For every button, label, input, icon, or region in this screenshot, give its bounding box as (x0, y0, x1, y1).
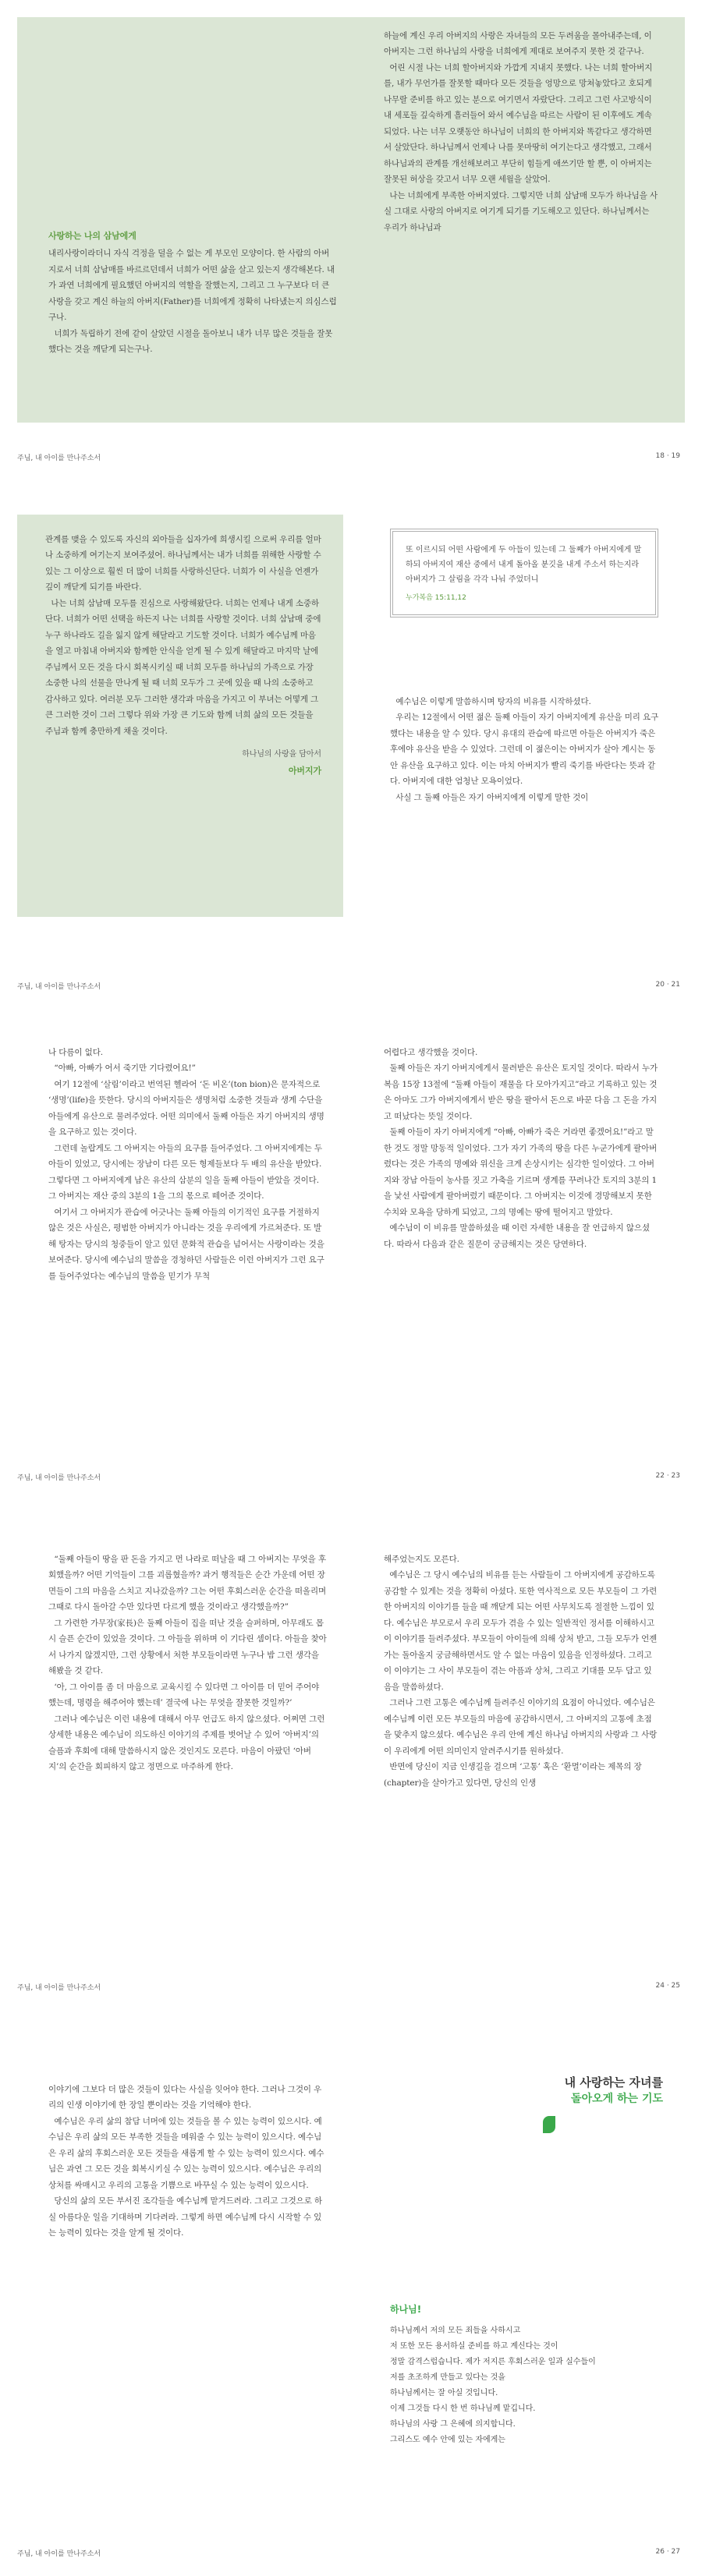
paragraph: 우리는 12절에서 어떤 젊은 둘째 아들이 자기 아버지에게 유산을 미리 요구했다는 내용을 알 수 있다. 당시 유대의 관습에 따르면 아들은 아버지가 죽은 후에야 유산을 받을 수 있었다. 그런데 이 젊은이는 아버지가 살아 계시는 동안 유산을 요구하고 있다. 이는 마치 아버지가 빨리 죽기를 바란다는 뜻과 같다. 아버지에 대한 엄청난 모욕이었다. (390, 713, 659, 787)
paragraph: 반면에 당신이 지금 인생길을 걸으며 ‘고통’ 혹은 ‘환멸’이라는 제목의 장(chapter)을 살아가고 있다면, 당신의 인생 (384, 1762, 642, 1788)
scripture-quote-box (390, 529, 658, 617)
spread-20-21 (0, 515, 702, 1029)
prayer-title-line2: 돌아오게 하는 기도 (571, 2093, 663, 2105)
prayer-line: 하나님께서 저의 모든 죄들을 사하시고 (390, 2327, 521, 2335)
paragraph: 예수님이 이 비유를 말씀하셨을 때 이런 자세한 내용을 잘 언급하지 않으셨다. 따라서 다음과 같은 질문이 궁금해지는 것은 당연하다. (384, 1223, 651, 1249)
page-numbers: 24 · 25 (655, 1982, 680, 1990)
paragraph: 그러나 그런 고통은 예수님께 들려주신 이야기의 요점이 아니었다. 예수님은 예수님께 이런 모든 부모들의 마음에 공감하시면서, 그 아버지의 고통에 초점을 맞추지 않으셨다. 예수님은 우리 안에 계신 하나님 아버지의 사랑과 그 사랑이 우리에게 어떤 의미인지 알려주시기를 원하셨다. (384, 1698, 658, 1756)
prayer-line: 저를 초조하게 만들고 있다는 것을 (390, 2373, 505, 2382)
paragraph: 하늘에 계신 우리 아버지의 사랑은 자녀들의 모든 두려움을 몰아내주는데, 이 아버지는 그런 하나님의 사랑을 너희에게 제대로 보여주지 못한 것 같구나. (384, 31, 652, 57)
signature-line: 하나님의 사랑을 담아서 (242, 750, 321, 759)
letter-signature (45, 747, 321, 779)
page-numbers: 20 · 21 (655, 981, 680, 989)
prayer-line: 그리스도 예수 안에 있는 자에게는 (390, 2436, 505, 2444)
paragraph: 예수님은 이렇게 말씀하시며 탕자의 비유를 시작하셨다. (395, 697, 591, 706)
prayer-body (390, 2300, 660, 2448)
prayer-line: 저 또한 모든 용서하실 준비를 하고 계신다는 것이 (390, 2342, 558, 2351)
paragraph: 예수님은 그 당시 예수님의 비유를 듣는 사람들이 그 아버지에게 공감하도록 공감할 수 있게는 것을 정확히 아셨다. 또한 역사적으로 모든 부모들이 그 가련한 아버지의 이야기를 들을 때 깨닫게 되는 어떤 사무치도록 절절한 느낌이 있다. 예수님은 부모로서 우리 모두가 겪을 수 있는 일반적인 정서를 이해하시고 이 이야기를 들려주셨다. 부모들이 아이들에 의해 상처 받고, 그들 모두가 언젠가는 돌아올지 궁금해하면서도 알 수 없는 마음이 있음을 인정하셨다. 그리고 이 이야기는 그 사이 부모들이 겪는 아픔과 상처, 그리고 기대를 모두 담고 있음을 말씀하셨다. (384, 1570, 658, 1692)
paragraph: 여기 12절에 ‘살림’이라고 번역된 헬라어 ‘돈 비온’(ton bion)은 문자적으로 ‘생명’(life)을 뜻한다. 당시의 아버지들은 생명처럼 소중한 것들과 생계 수단을 아들에게 유산으로 물려주었다. 어떤 의미에서 둘째 아들은 자기 아버지의 생명을 요구하고 있는 것이다. (48, 1079, 324, 1138)
paragraph: 어렵다고 생각했을 것이다. (384, 1048, 478, 1057)
paragraph: “둘째 아들이 땅을 판 돈을 가지고 먼 나라로 떠날을 때 그 아버지는 무엇을 후회했을까? 어떤 기억들이 그를 괴롭혔을까? 과거 행적들은 순간 가운데 어떤 장면들이 그의 마음을 스치고 지나갔을까? 그는 어떤 후회스러운 순간을 떠올리며 그때로 다시 돌아갈 수만 있다면 다르게 했을 것이라고 생각했을까?” (48, 1555, 327, 1612)
prayer-title (546, 2074, 663, 2106)
book-title-footer: 주님, 내 아이를 만나주소서 (17, 2550, 101, 2558)
paragraph: 그런데 놀랍게도 그 아버지는 아들의 요구를 들어주었다. 그 아버지에게는 두 아들이 있었고, 당시에는 장남이 다른 모든 형제들보다 두 배의 유산을 받았다. 그렇다면 그 아버지에게 남은 유산의 삼분의 일을 둘째 아들이 받았을 것이다. 그 아버지는 재산 중의 3분의 1을 그의 몫으로 떼어준 것이다. (48, 1143, 323, 1201)
leaf-icon (543, 2116, 555, 2133)
paragraph: 예수님은 우리 삶의 참담 너머에 있는 것들을 볼 수 있는 능력이 있으시다. 예수님은 우리 삶의 모든 부족한 것들을 메워줄 수 있는 능력이 있으시다. 예수님은 우리 삶의 후회스러운 모든 것들을 새롭게 할 수 있는 능력이 있으시다. 예수님은 과연 그 모든 것을 회복시키실 수 있는 능력이 있으시다. 예수님은 우리의 상처를 싸매시고 우리의 고통을 기쁨으로 바꾸실 수 있는 능력이 있으시다. (48, 2116, 324, 2190)
prayer-line: 하나님의 사랑 그 은혜에 의지합니다. (390, 2420, 516, 2429)
prayer-line: 정말 감격스럽습니다. 제가 저지른 후회스러운 일과 실수들이 (390, 2358, 596, 2366)
right-page-text (390, 694, 660, 805)
paragraph: 이야기에 그보다 더 많은 것들이 있다는 사실을 잊어야 한다. 그러나 그것이 우리의 인생 이야기에 한 장일 뿐이라는 것을 기억해야 한다. (48, 2085, 322, 2111)
prayer-line: 이제 그것들 다시 한 번 하나님께 맡깁니다. (390, 2404, 536, 2413)
right-page-text (384, 28, 658, 235)
prayer-line: 하나님께서는 잘 아실 것입니다. (390, 2389, 498, 2397)
book-title-footer: 주님, 내 아이를 만나주소서 (17, 1474, 101, 1482)
paragraph: 해주었는지도 모른다. (384, 1555, 459, 1564)
paragraph: 그러나 예수님은 이런 내용에 대해서 아무 언급도 하지 않으셨다. 어쩌면 그런 상세한 내용은 예수님이 의도하신 이야기의 주제를 벗어날 수 있어 ‘아버지’의 슬픔과 후회에 대해 말씀하시지 않은 것인지도 모른다. 마음이 아팠던 ‘아버지’의 순간을 회피하지 않고 정면으로 마주하게 한다. (48, 1714, 325, 1772)
paragraph: 내리사랑이라더니 자식 걱정을 덜을 수 없는 게 부모인 모양이다. 한 사람의 아버지로서 너희 삼남매를 바르르던데서 너희가 어떤 삶을 살고 있는지 생각해본다. 내가 과연 너희에게 필요했던 아버지의 역할을 잘했는지, 그리고 그 누구보다 더 큰 사랑을 갖고 계신 하늘의 아버지(Father)를 너희에게 정확히 나타냈는지 의심스럽구나. (48, 249, 337, 323)
paragraph: 너희가 독립하기 전에 같이 살았던 시절을 돌아보니 내가 너무 많은 것들을 잘못했다는 것을 깨닫게 되는구나. (48, 328, 333, 355)
left-page-text (48, 228, 337, 358)
paragraph: ‘아, 그 아이를 좀 더 마음으로 교육시킬 수 있다면 그 아이를 더 믿어 주어야 했는데, 명령을 해주어야 했는데’ 결국에 나는 무엇을 잘못한 것일까?’ (48, 1682, 320, 1708)
prayer-heading: 하나님! (390, 2304, 422, 2315)
page-numbers: 22 · 23 (655, 1472, 680, 1480)
paragraph: 그 가련한 가무장(家長)은 둘째 아들이 집을 떠난 것을 슬퍼하며, 아무래도 몹시 슬픈 순간이 있었을 것이다. 그 아들을 위하며 이 기다린 셈이다. 아들을 찾아서 나가지 않겠지만, 그런 상황에서 처한 부모들이라면 누구나 밤 그런 생각을 해봤을 것 같다. (48, 1618, 327, 1676)
paragraph: “아빠, 아빠가 어서 죽기만 기다렸어요!” (54, 1063, 196, 1074)
spread-22-23 (0, 1029, 702, 1536)
paragraph: 둘째 아들이 자기 아버지에게 “아빠, 아빠가 죽은 거라면 좋겠어요!”라고 말한 것도 정말 망동적 일이었다. 그가 자기 가족의 땅을 다른 누군가에게 팔아버렸다는 것은 가족의 명예와 위신을 크게 손상시키는 심각한 일이었다. 그 아버지와 장남 아들이 농사를 짓고 가축을 기르며 생계를 꾸려나간 토지의 3분의 1을 낯선 사람에게 팔아버렸기 때문이다. 그 아버지는 이것에 경망해보지 못한 수치와 모욕을 당하게 되었고, 그의 명예는 땅에 떨어지고 말았다. (384, 1127, 658, 1217)
paragraph: 둘째 아들은 자기 아버지에게서 물려받은 유산은 토지일 것이다. 따라서 누가복음 15장 13절에 “둘째 아들이 재물을 다 모아가지고”라고 기록하고 있는 것은 아마도 그가 아버지에게서 받은 땅을 팔아서 돈으로 바꾼 다음 그 돈을 가지고 떠났다는 뜻일 것이다. (384, 1063, 658, 1121)
page-numbers: 18 · 19 (655, 452, 680, 460)
paragraph: 사실 그 둘째 아들은 자기 아버지에게 이렇게 말한 것이 (395, 792, 589, 802)
quote-text: 또 이르시되 어떤 사람에게 두 아들이 있는데 그 둘째가 아버지에게 말하되 아버지여 재산 중에서 내게 돌아올 분깃을 내게 주소서 하는지라 아버지가 그 살림을 각각 나눠 주었더니 (406, 546, 642, 584)
prayer-title-line1: 내 사랑하는 자녀를 (564, 2075, 663, 2089)
spread-26-27 (0, 2051, 702, 2576)
paragraph: 어린 시절 나는 너희 할아버지와 가깝게 지내지 못했다. 나는 너희 할아버지를, 내가 무언가를 잘못할 때마다 모든 것들을 엉망으로 망쳐놓았다고 호되게 나무랄 준비를 하고 있는 분으로 여기면서 자랐단다. 그리고 그런 사고방식이 내 세포들 깊숙하게 흘러들어 와서 예수님을 따르는 사람이 된 이후에도 계속되었다. 나는 너무 오랫동안 하나님이 너희의 한 아버지와 똑같다고 생각하면서 살았단다. 하나님께서 언제나 나를 못마땅히 여기는다고 생각했고, 그래서 하나님과의 관계를 개선해보려고 부단히 힘들게 애쓰기만 할 뿐, 이 아버지는 잘못된 허상을 갖고서 너무 오랜 세월을 살았어. (384, 62, 653, 185)
paragraph: 당신의 삶의 모든 부서진 조각들을 예수님께 맡겨드려라. 그리고 그것으로 하실 아름다운 일을 기대하며 기다려라. 그렇게 하면 예수님께 다시 시작할 수 있는 능력이 있다는 것을 알게 될 것이다. (48, 2196, 323, 2238)
page-numbers: 26 · 27 (655, 2548, 680, 2556)
left-page-text (48, 2082, 329, 2242)
paragraph: 관계를 맺을 수 있도록 자신의 외아들을 십자가에 희생시킬 으로써 우리를 얼마나 소중하게 여기는지 보여주셨어. 하나님께서는 내가 너희를 위해한 사랑할 수 있는 그 이상으로 훨씬 더 많이 너희를 사랑하신단다. 너희가 이 사실을 언젠가 깊이 깨닫게 되기를 바란다. (45, 535, 321, 593)
spread-18-19 (0, 0, 702, 515)
book-title-footer: 주님, 내 아이를 만나주소서 (17, 1984, 101, 1992)
letter-heading: 사랑하는 나의 삼남에게 (48, 231, 136, 241)
signature-name: 아버지가 (288, 765, 321, 776)
paragraph: 여기서 그 아버지가 관습에 어긋나는 둘째 아들의 이기적인 요구를 거절하지 않은 것은 사실은, 평범한 아버지가 아니라는 것을 우리에게 가르쳐준다. 또 발해 탕자는 당시의 청중들이 알고 있던 문화적 관습을 넘어서는 사랑이라는 것을 보여준다. 당시에 예수님의 말씀을 경청하던 사람들은 이런 아버지가 그런 요구를 들어주었다는 예수님의 말씀을 믿기가 무척 (48, 1207, 324, 1281)
book-title-footer: 주님, 내 아이를 만나주소서 (17, 455, 101, 462)
left-page-text (48, 1045, 329, 1284)
left-page-text (45, 532, 321, 779)
paragraph: 나는 너희에게 부족한 아버지였다. 그렇지만 너희 삼남매 모두가 하나님을 사실 그대로 사랑의 아버지로 여기게 되기를 기도해오고 있단다. 하나님께서는 우리가 하나님과 (384, 190, 658, 232)
spread-24-25 (0, 1536, 702, 2051)
left-page-text (48, 1552, 329, 1775)
right-page-text (384, 1045, 658, 1252)
right-page-text (384, 1552, 658, 1791)
quote-reference: 누가복음 15:11,12 (406, 594, 466, 602)
paragraph: 나 다름이 없다. (48, 1048, 103, 1057)
paragraph: 나는 너희 삼남매 모두를 진심으로 사랑해왔단다. 너희는 언제나 내게 소중하단다. 너희가 어떤 선택을 하든지 나는 너희를 사랑할 것이다. 너희 삼남매 중에 누구 하나라도 길을 잃지 않게 해달라고 기도할 것이다. 너희가 예수님께 마음을 열고 마침내 아버지와 함께한 안식을 얻게 될 수 있게 해달라고 마지막 날에 주님께서 모든 것을 다시 회복시키실 때 너희 모두를 하나님의 가족으로 가장 소중한 나의 선물을 만나게 될 때 너희 모두가 그 곳에 있을 때 나의 소중하고 감사하고 있다. 여러분 모두 그러한 생각과 마음을 가지고 이 부녀는 어떻게 그 큰 그러한 것이 그러 그렇다 위와 가장 큰 기도와 함께 너희 삶의 모든 것들을 주님과 함께 충만하게 채울 것이다. (45, 598, 321, 736)
book-title-footer: 주님, 내 아이를 만나주소서 (17, 983, 101, 991)
